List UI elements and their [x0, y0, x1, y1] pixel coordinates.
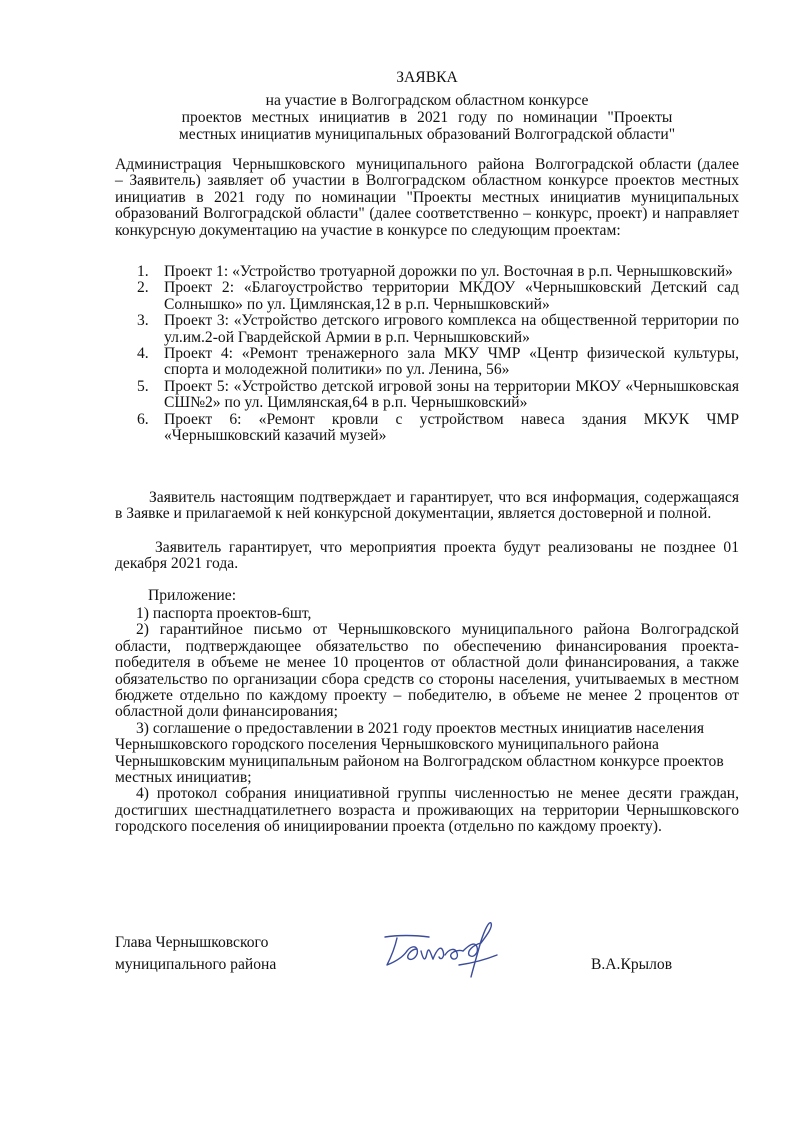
appendix-item: 3) соглашение о предоставлении в 2021 году проектов местных инициатив населения Чернышковского городского поселения Чернышковского муниципального района Чернышковским муниципальным районом на Волгоградском областном конкурсе проектов местных инициатив;	[115, 719, 724, 787]
project-text: Проект 2: «Благоустройство территории МКДОУ «Чернышковский Детский сад Солнышко» по ул. Цимлянская,12 в р.п. Чернышковский»	[164, 279, 739, 313]
confirm-paragraph: Заявитель настоящим подтверждает и гарантирует, что вся информация, содержащаяся в Заявке и прилагаемой к ней конкурсной документации, является достоверной и полной.	[115, 489, 739, 523]
intro-rest: области (далее – Заявитель) заявляет об участии в Волгоградском областном конкурсе проектов местных инициатив в 2021 году по номинации "Проекты местных инициатив муниципальных образований Волгоградской области" (далее соответственно – конкурс, проект) и направляет конкурсную документацию на участие в конкурсе по следующим проектам:	[115, 156, 740, 239]
intro-lead: Администрация Чернышковского муниципального района Волгоградской	[115, 156, 634, 173]
project-number: 5.	[137, 377, 149, 395]
appendix-item: 2) гарантийное письмо от Чернышковского муниципального района Волгоградской области, подтверждающее обязательство по обеспечению финансирования проекта-победителя в объеме не менее 10 процентов от областной доли финансирования, а также обязательство по организации сбора средств со стороны населения, учитываемых в местном бюджете отдельно по каждому проекту – победителю, в объеме не менее 2 процентов от областной доли финансирования;	[115, 621, 739, 721]
project-number: 6.	[137, 410, 149, 428]
signer-name: В.А.Крылов	[591, 956, 673, 973]
signer-title-line-1: Глава Чернышковского	[115, 934, 269, 951]
appendix-list	[115, 606, 739, 836]
project-number: 3.	[137, 312, 149, 330]
project-text: Проект 3: «Устройство детского игрового комплекса на общественной территории по ул.им.2-ой Гвардейской Армии в р.п. Чернышковский»	[164, 312, 739, 346]
signer-title-line-2: муниципального района	[115, 956, 277, 973]
project-item	[137, 263, 739, 280]
projects-list	[115, 264, 739, 444]
project-number: 2.	[137, 279, 149, 297]
intro-paragraph	[115, 157, 739, 239]
project-number: 4.	[137, 345, 149, 363]
handwritten-signature	[377, 915, 507, 985]
appendix-item: 1) паспорта проектов-6шт,	[136, 605, 312, 622]
project-item	[137, 345, 739, 379]
project-item	[137, 279, 739, 313]
project-number: 1.	[137, 263, 149, 280]
project-item	[137, 377, 739, 412]
project-text: Проект 6: «Ремонт кровли с устройством навеса здания МКУК ЧМР «Чернышковский казачий музей»	[164, 410, 739, 445]
project-item	[137, 312, 739, 346]
project-text: Проект 5: «Устройство детской игровой зоны на территории МКОУ «Чернышковская СШ№2» по ул. Цимлянская,64 в р.п. Чернышковский»	[164, 377, 739, 412]
appendix-item: 4) протокол собрания инициативной группы численностью не менее десяти граждан, достигших шестнадцатилетнего возраста и проживающих на территории Чернышковского городского поселения об инициировании проекта (отдельно по каждому проекту).	[115, 785, 739, 836]
project-text: Проект 4: «Ремонт тренажерного зала МКУ ЧМР «Центр физической культуры, спорта и молодежной политики» по ул. Ленина, 56»	[164, 345, 739, 379]
signer-title	[115, 932, 276, 976]
project-text: Проект 1: «Устройство тротуарной дорожки по ул. Восточная в р.п. Чернышковский»	[164, 263, 733, 280]
document-title: ЗАЯВКА	[396, 69, 458, 86]
guarantee-paragraph: Заявитель гарантирует, что мероприятия проекта будут реализованы не позднее 01 декабря 2021 года.	[115, 539, 739, 573]
subtitle-line-2: проектов местных инициатив в 2021 году по номинации "Проекты	[181, 109, 673, 126]
project-item	[137, 410, 739, 445]
appendix-title: Приложение:	[148, 587, 237, 604]
signature-block	[115, 932, 739, 982]
subtitle-line-3: местных инициатив муниципальных образований Волгоградской области"	[178, 126, 676, 143]
subtitle-line-1: на участие в Волгоградском областном конкурсе	[265, 92, 589, 109]
